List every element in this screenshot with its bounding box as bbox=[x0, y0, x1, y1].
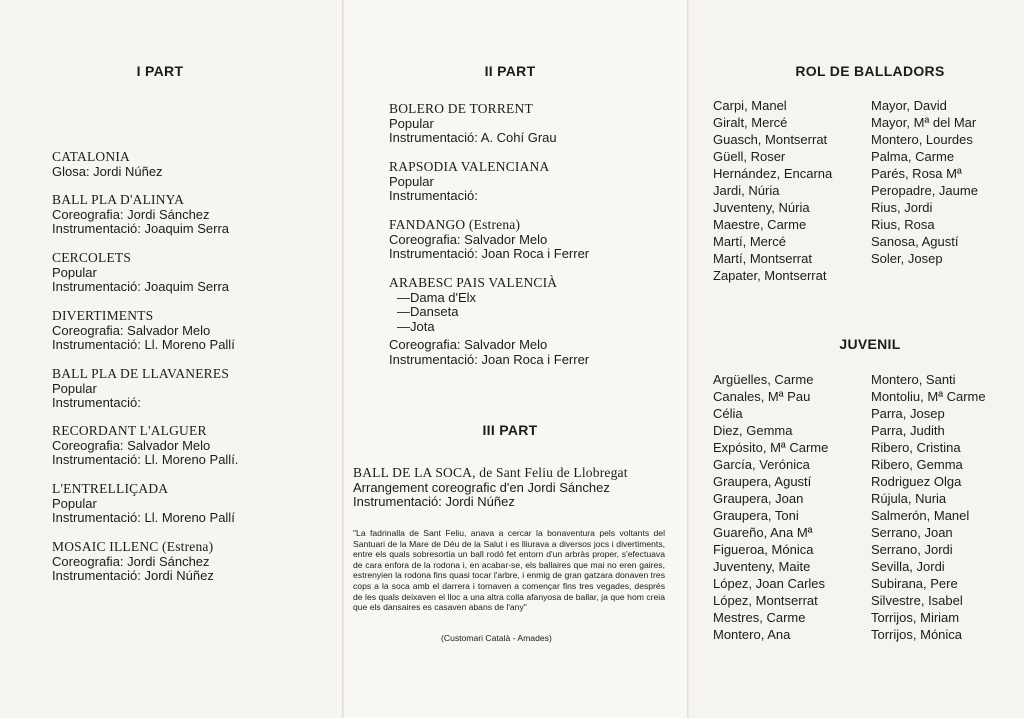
part-3-line: Arrangement coreografic d'en Jordi Sánchez bbox=[353, 479, 610, 495]
program-item-line: Instrumentació: Joan Roca i Ferrer bbox=[389, 351, 590, 367]
dancer-name: Figueroa, Mónica bbox=[713, 542, 814, 557]
program-item bbox=[389, 160, 549, 204]
dancer-name: Guasch, Montserrat bbox=[713, 132, 828, 147]
dancer-name: Célia bbox=[713, 406, 743, 421]
program-item bbox=[52, 193, 229, 237]
program-item-line: Glosa: Jordi Núñez bbox=[52, 163, 163, 179]
part-1-heading: I PART bbox=[136, 63, 184, 79]
dancer-name: Mayor, Mª del Mar bbox=[871, 115, 977, 130]
dancer-name: Silvestre, Isabel bbox=[871, 593, 963, 608]
dancer-name: Rius, Jordi bbox=[871, 200, 933, 215]
program-item-line: Coreografia: Jordi Sánchez bbox=[52, 206, 210, 222]
program-item-line: Instrumentació: Jordi Núñez bbox=[52, 568, 214, 583]
program-item-title: FANDANGO (Estrena) bbox=[389, 217, 521, 232]
program-item-line: Coreografia: Salvador Melo bbox=[389, 231, 548, 247]
quote-text: "La fadrinalla de Sant Feliu, anava a cercar la bonaventura pels voltants del Santuari de la Mare de Déu de la Salut i es lliurava a diversos jocs i divertiments, entre els quals sobresortia un ball rodó fet entorn d'un arbràs proper, s'efectuava de cara enfora de la rodona i, en acabar-se, els ballaires que mai no eren gaires, estrenyien la rodona fins quasi tocar l'arbre, i enmig de gran gatzara donaven tres cops a la soca amb el darrera i tornaven a començar fins tres vegades, després de les quals deixaven el lloc a una altra colla afanyosa de ballar, ja que hom creia que els dansaires es casaven abans de l'any" bbox=[353, 528, 665, 613]
dancer-name: Mayor, David bbox=[871, 98, 947, 113]
juvenil-column-1 bbox=[713, 371, 828, 643]
program-item-title: L'ENTRELLIÇADA bbox=[52, 481, 169, 496]
dancer-name: Montero, Santi bbox=[871, 372, 956, 387]
program-item-line: Coreografia: Salvador Melo bbox=[52, 322, 211, 338]
program-item-line: Popular bbox=[52, 264, 97, 280]
dancer-name: Salmerón, Manel bbox=[871, 508, 970, 523]
part-3-line: Instrumentació: Jordi Núñez bbox=[353, 494, 515, 509]
dancer-name: Parés, Rosa Mª bbox=[871, 166, 962, 181]
program-item bbox=[389, 218, 589, 262]
program-item-line: Instrumentació: Joaquim Serra bbox=[52, 279, 230, 294]
roster-column-1 bbox=[713, 97, 832, 284]
program-item bbox=[52, 424, 238, 468]
dancer-name: Martí, Montserrat bbox=[713, 251, 812, 266]
program-item-title: BALL PLA D'ALINYA bbox=[52, 192, 185, 207]
program-item-subitem: —Danseta bbox=[397, 304, 459, 319]
program-item-line: Instrumentació: bbox=[52, 395, 141, 410]
program-item-line: Popular bbox=[52, 380, 97, 396]
program-item bbox=[52, 367, 229, 411]
dancer-name: Canales, Mª Pau bbox=[713, 389, 811, 404]
dancer-name: Parra, Judith bbox=[871, 423, 945, 438]
dancer-name: Graupera, Joan bbox=[713, 491, 804, 506]
program-item bbox=[389, 102, 557, 146]
program-item-line: Instrumentació: Joaquim Serra bbox=[52, 221, 230, 236]
dancer-name: Diez, Gemma bbox=[713, 423, 793, 438]
dancer-name: Subirana, Pere bbox=[871, 576, 958, 591]
dancer-name: Carpi, Manel bbox=[713, 98, 787, 113]
dancer-name: López, Montserrat bbox=[713, 593, 818, 608]
program-item bbox=[52, 251, 229, 295]
program-item-title: DIVERTIMENTS bbox=[52, 308, 154, 323]
dancer-name: Torrijos, Miriam bbox=[871, 610, 960, 625]
dancer-name: Rújula, Nuria bbox=[871, 491, 947, 506]
dancer-name: Sanosa, Agustí bbox=[871, 234, 959, 249]
program-item-line: Coreografia: Jordi Sánchez bbox=[52, 553, 210, 569]
part-3-heading: III PART bbox=[482, 422, 538, 438]
juvenil-column-2 bbox=[871, 371, 986, 643]
program-item-title: MOSAIC ILLENC (Estrena) bbox=[52, 539, 214, 554]
program-item-line: Popular bbox=[52, 495, 97, 511]
program-item-title: ARABESC PAIS VALENCIÀ bbox=[389, 275, 558, 290]
program-item-line: Popular bbox=[389, 173, 434, 189]
panel-part-1 bbox=[0, 0, 342, 718]
dancer-name: Argüelles, Carme bbox=[713, 372, 814, 387]
dancer-name: Rodriguez Olga bbox=[871, 474, 962, 489]
program-item-line: Coreografia: Salvador Melo bbox=[389, 337, 548, 352]
dancer-name: Parra, Josep bbox=[871, 406, 945, 421]
dancer-name: Guareño, Ana Mª bbox=[713, 525, 813, 540]
dancer-name: Güell, Roser bbox=[713, 149, 786, 164]
program-item-title: RAPSODIA VALENCIANA bbox=[389, 159, 550, 174]
dancer-name: Sevilla, Jordi bbox=[871, 559, 945, 574]
program-item-line: Instrumentació: bbox=[389, 188, 478, 203]
dancer-name: Jardi, Núria bbox=[713, 183, 780, 198]
program-item-line: Instrumentació: A. Cohí Grau bbox=[389, 130, 557, 145]
dancer-name: Montero, Ana bbox=[713, 627, 791, 642]
dancer-name: Zapater, Montserrat bbox=[713, 268, 827, 283]
dancer-name: García, Verónica bbox=[713, 457, 810, 472]
dancer-name: Soler, Josep bbox=[871, 251, 943, 266]
program-item-line: Instrumentació: Ll. Moreno Pallí bbox=[52, 510, 235, 525]
part-3-entry bbox=[353, 466, 628, 510]
program-item bbox=[52, 309, 235, 353]
dancer-name: Juventeny, Maite bbox=[713, 559, 811, 574]
dancer-name: Palma, Carme bbox=[871, 149, 955, 164]
dancer-name: Ribero, Cristina bbox=[871, 440, 961, 455]
dancer-name: Juventeny, Núria bbox=[713, 200, 810, 215]
dancer-name: Mestres, Carme bbox=[713, 610, 806, 625]
program-item-title: BALL PLA DE LLAVANERES bbox=[52, 366, 230, 381]
dancer-name: Serrano, Joan bbox=[871, 525, 953, 540]
fold-line-left bbox=[342, 0, 344, 718]
program-item-subitem: —Jota bbox=[397, 318, 435, 334]
program-item-title: CERCOLETS bbox=[52, 250, 132, 265]
program-item-line: Coreografia: Salvador Melo bbox=[52, 437, 211, 453]
dancer-name: Rius, Rosa bbox=[871, 217, 935, 232]
program-item-title: CATALONIA bbox=[52, 149, 130, 164]
dancer-name: Montoliu, Mª Carme bbox=[871, 389, 986, 404]
program-item-line: Instrumentació: Ll. Moreno Pallí. bbox=[52, 452, 239, 467]
program-item bbox=[52, 482, 235, 526]
program-item bbox=[389, 276, 589, 367]
part-3-title: BALL DE LA SOCA, de Sant Feliu de Llobregat bbox=[353, 465, 628, 480]
dancer-name: Expósito, Mª Carme bbox=[713, 440, 829, 455]
dancer-name: Graupera, Toni bbox=[713, 508, 799, 523]
dancer-name: Giralt, Mercé bbox=[713, 115, 788, 130]
roster-column-2 bbox=[871, 97, 978, 267]
program-item bbox=[52, 150, 163, 179]
program-item-title: RECORDANT L'ALGUER bbox=[52, 423, 207, 438]
dancer-name: Torrijos, Mónica bbox=[871, 627, 963, 642]
program-item bbox=[52, 540, 214, 584]
dancer-name: López, Joan Carles bbox=[713, 576, 826, 591]
program-item-line: Instrumentació: Joan Roca i Ferrer bbox=[389, 246, 590, 261]
program-item-line: Instrumentació: Ll. Moreno Pallí bbox=[52, 337, 235, 352]
dancer-name: Graupera, Agustí bbox=[713, 474, 812, 489]
dancer-name: Martí, Mercé bbox=[713, 234, 786, 249]
dancer-name: Montero, Lourdes bbox=[871, 132, 973, 147]
part-2-heading: II PART bbox=[484, 63, 536, 79]
dancer-name: Serrano, Jordi bbox=[871, 542, 953, 557]
dancer-name: Maestre, Carme bbox=[713, 217, 807, 232]
dancer-name: Peropadre, Jaume bbox=[871, 183, 978, 198]
program-item-title: BOLERO DE TORRENT bbox=[389, 101, 533, 116]
quote-source: (Customari Català - Amades) bbox=[441, 633, 552, 643]
roster-heading: ROL DE BALLADORS bbox=[795, 63, 945, 79]
fold-line-right bbox=[687, 0, 689, 718]
dancer-name: Ribero, Gemma bbox=[871, 457, 963, 472]
program-item-line: Popular bbox=[389, 115, 434, 131]
program-item-subitem: —Dama d'Elx bbox=[397, 289, 477, 305]
dancer-name: Hernández, Encarna bbox=[713, 166, 833, 181]
juvenil-heading: JUVENIL bbox=[839, 336, 901, 352]
